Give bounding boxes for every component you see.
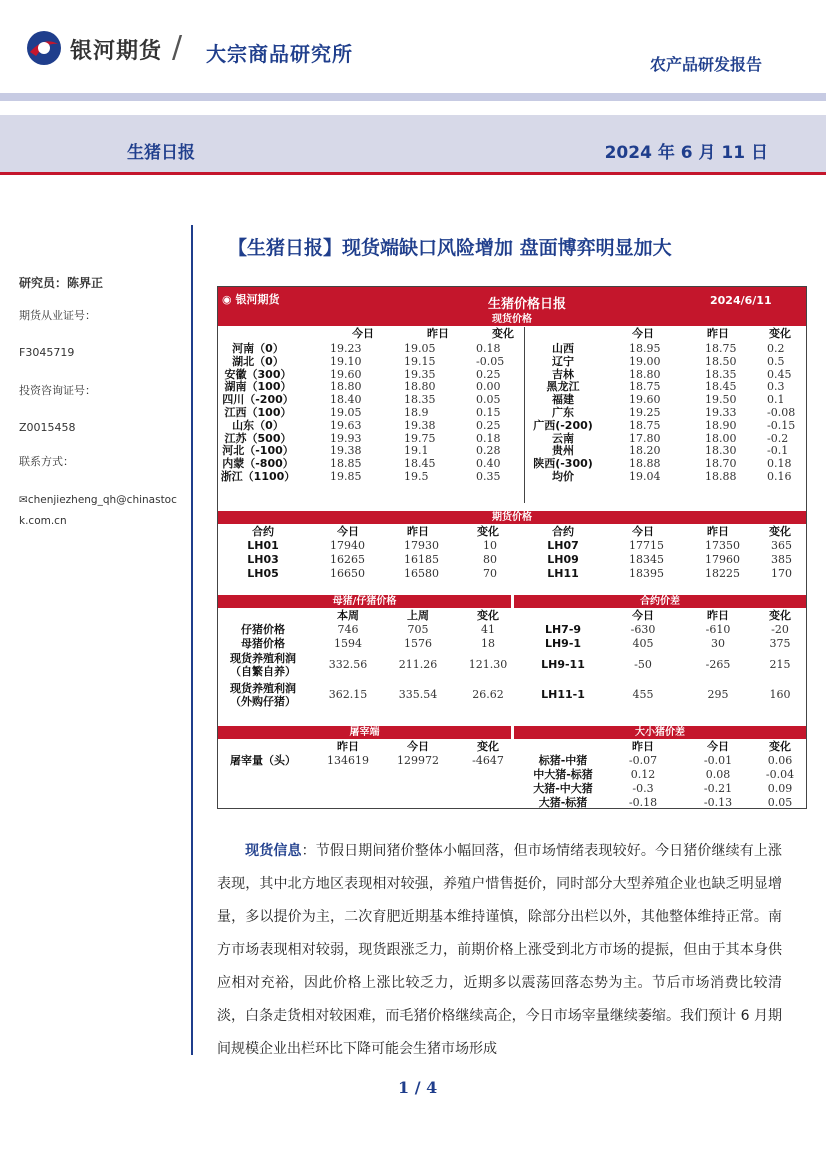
spot-change: -0.2	[767, 431, 789, 445]
sow-item: 现货养殖利润	[230, 682, 296, 695]
spot-region: 山东（0）	[232, 418, 284, 432]
sow-last-week: 335.54	[398, 688, 438, 701]
spot-yesterday: 18.90	[705, 418, 737, 432]
futures-change: 80	[483, 553, 497, 566]
section-title: 生猪日报	[127, 143, 195, 163]
spread-change: 375	[769, 637, 791, 650]
size-change: 0.06	[767, 754, 793, 767]
spot-region: 广东	[552, 406, 574, 419]
slaughter-item: 屠宰量（头）	[230, 754, 296, 767]
spot-yesterday: 19.15	[404, 354, 436, 368]
spot-yesterday: 18.50	[705, 354, 737, 368]
sow-item: 仔猪价格	[241, 623, 285, 636]
spot-region: 贵州	[552, 444, 574, 458]
spread-header: 变化	[769, 609, 791, 622]
spot-header: 昨日	[707, 327, 729, 340]
spot-region: 河南（0）	[232, 342, 284, 355]
spot-today: 19.25	[629, 406, 661, 419]
spot-header: 今日	[632, 327, 654, 340]
spot-change: 0.15	[476, 406, 501, 419]
spread-today: 405	[632, 637, 654, 650]
sow-header: 上周	[407, 609, 429, 622]
spot-today: 19.00	[629, 354, 661, 368]
spot-yesterday: 19.1	[404, 444, 429, 458]
spot-change: 0.00	[476, 380, 501, 394]
sow-this-week: 1594	[334, 637, 362, 650]
spread-contract: LH9-11	[541, 658, 585, 671]
futures-change: 70	[483, 567, 497, 580]
institute-name: 大宗商品研究所	[206, 42, 353, 66]
spread-header: 今日	[632, 609, 654, 622]
spot-region: 湖北（0）	[232, 354, 284, 368]
spread-today: 455	[632, 688, 654, 701]
futures-header: 合约	[552, 525, 574, 538]
spot-change: 0.45	[767, 367, 792, 381]
spot-change: 0.1	[767, 393, 785, 407]
spot-today: 18.80	[330, 380, 362, 394]
futures-contract: LH03	[247, 553, 279, 566]
spot-change: 0.2	[767, 342, 785, 355]
size-spread-item: 标猪-中猪	[538, 754, 588, 767]
spot-today: 19.23	[330, 342, 362, 355]
spot-today: 19.38	[330, 444, 362, 458]
sow-last-week: 1576	[404, 637, 432, 650]
sow-section-header: 母猪/仔猪价格	[218, 595, 511, 608]
sow-change: 26.62	[472, 688, 504, 701]
futures-yesterday: 17350	[705, 539, 740, 552]
spot-header: 昨日	[427, 327, 449, 340]
futures-contract: LH01	[247, 539, 279, 552]
spot-region: 云南	[552, 431, 574, 445]
spot-today: 19.93	[330, 431, 362, 445]
spot-change: -0.15	[767, 418, 796, 432]
table-title: 生猪价格日报	[488, 297, 567, 312]
size-header: 今日	[707, 740, 729, 753]
size-spread-item: 大猪-中大猪	[533, 782, 593, 795]
spot-yesterday: 18.70	[705, 457, 737, 471]
sow-change: 121.30	[468, 658, 508, 671]
spot-today: 19.60	[629, 393, 661, 407]
spot-today: 19.05	[330, 406, 362, 419]
size-today: -0.13	[703, 796, 733, 809]
size-header: 变化	[769, 740, 791, 753]
sow-item: 现货养殖利润	[230, 652, 296, 665]
price-table	[217, 286, 807, 809]
spot-change: 0.16	[767, 470, 792, 483]
spot-region: 湖南（100）	[224, 380, 292, 394]
spot-today: 19.10	[330, 354, 362, 368]
spot-region: 河北（-100）	[222, 444, 294, 458]
futures-change: 170	[771, 567, 792, 580]
spot-header: 今日	[352, 327, 374, 340]
spot-region: 浙江（1100）	[220, 470, 296, 483]
spot-yesterday: 18.45	[404, 457, 436, 471]
size-yesterday: 0.12	[630, 768, 656, 781]
spot-yesterday: 18.88	[705, 470, 737, 483]
sow-this-week: 362.15	[328, 688, 368, 701]
spot-change: 0.25	[476, 418, 501, 432]
spot-yesterday: 18.80	[404, 380, 436, 394]
futures-yesterday: 16580	[404, 567, 439, 580]
email-text: chenjiezheng_qh@chinastock.com.cn	[19, 494, 177, 527]
futures-change: 385	[771, 553, 792, 566]
futures-contract: LH05	[247, 567, 279, 580]
analyst-name: 研究员：陈界正	[19, 276, 104, 290]
spot-region: 均价	[552, 470, 574, 483]
spot-region: 江苏（500）	[224, 431, 292, 445]
brand-divider: /	[172, 30, 183, 65]
table-logo-text: 银河期货	[235, 293, 280, 306]
spot-header: 变化	[769, 327, 791, 340]
spread-change: 215	[769, 658, 791, 671]
spread-yesterday: -265	[705, 658, 731, 671]
spot-yesterday: 18.75	[705, 342, 737, 355]
futures-yesterday: 17930	[404, 539, 439, 552]
spot-region: 广西(-200)	[533, 418, 593, 432]
spot-change: 0.28	[476, 444, 501, 458]
spot-change: -0.1	[767, 444, 789, 458]
spot-region: 山西	[552, 342, 574, 355]
spot-commentary	[217, 835, 782, 1066]
spot-yesterday: 19.50	[705, 393, 737, 407]
spread-contract: LH7-9	[544, 623, 582, 636]
slaughter-section-header: 屠宰端	[218, 726, 511, 739]
page-number: 1 / 4	[398, 1078, 438, 1097]
spot-region: 辽宁	[552, 354, 574, 368]
size-today: 0.08	[705, 768, 731, 781]
spot-today: 19.60	[330, 367, 362, 381]
license-number: F3045719	[19, 346, 75, 359]
spot-today: 18.85	[330, 457, 362, 471]
header-stripe	[0, 93, 826, 101]
spot-change: 0.18	[767, 457, 792, 471]
spot-today: 18.80	[629, 367, 661, 381]
futures-today: 16650	[330, 567, 365, 580]
spot-yesterday: 19.05	[404, 342, 436, 355]
spot-region: 黑龙江	[546, 380, 580, 394]
sow-last-week: 211.26	[398, 658, 438, 671]
futures-header: 昨日	[707, 525, 729, 538]
spot-region: 四川（-200）	[222, 393, 294, 407]
sow-header: 变化	[477, 609, 499, 622]
spot-change: 0.25	[476, 367, 501, 381]
report-type: 农产品研发报告	[649, 55, 762, 74]
sow-header: 本周	[337, 609, 359, 622]
sow-change: 41	[481, 623, 495, 636]
spread-change: 160	[769, 688, 791, 701]
spot-yesterday: 18.9	[404, 406, 429, 419]
spot-yesterday: 18.30	[705, 444, 737, 458]
spot-today: 18.75	[629, 418, 661, 432]
mail-icon: ✉	[19, 494, 28, 506]
spot-yesterday: 19.33	[705, 406, 737, 419]
futures-header: 今日	[632, 525, 654, 538]
spot-yesterday: 19.5	[404, 470, 429, 483]
sow-item: 母猪价格	[241, 637, 285, 650]
futures-today: 17940	[330, 539, 365, 552]
sow-this-week: 332.56	[328, 658, 368, 671]
spot-yesterday: 18.35	[705, 367, 737, 381]
spot-change: 0.40	[476, 457, 501, 471]
futures-contract: LH07	[547, 539, 579, 552]
spread-change: -20	[771, 623, 789, 636]
spot-change: -0.05	[476, 354, 505, 368]
spot-today: 18.95	[629, 342, 661, 355]
spot-yesterday: 19.35	[404, 367, 436, 381]
spot-change: 0.05	[476, 393, 501, 407]
slaughter-header: 昨日	[337, 740, 359, 753]
futures-contract: LH09	[547, 553, 579, 566]
spot-yesterday: 18.35	[404, 393, 436, 407]
spot-change: 0.18	[476, 431, 501, 445]
commentary-lead: 现货信息	[245, 843, 302, 859]
spot-yesterday: 19.38	[404, 418, 436, 432]
spread-today: -630	[630, 623, 656, 636]
spread-contract: LH9-1	[544, 637, 582, 650]
spread-yesterday: 30	[711, 637, 725, 650]
size-today: -0.21	[703, 782, 733, 795]
report-date: 2024 年 6 月 11 日	[604, 143, 768, 163]
futures-today: 17715	[629, 539, 664, 552]
table-date: 2024/6/11	[710, 294, 772, 307]
futures-yesterday: 16185	[404, 553, 439, 566]
spot-change: 0.3	[767, 380, 785, 394]
contact-label: 联系方式：	[19, 455, 74, 468]
spot-yesterday: 18.45	[705, 380, 737, 394]
spot-region: 内蒙（-800）	[222, 457, 294, 471]
spot-today: 18.20	[629, 444, 661, 458]
spot-today: 18.88	[629, 457, 661, 471]
futures-change: 10	[483, 539, 497, 552]
spot-region: 江西（100）	[224, 406, 292, 419]
futures-change: 365	[771, 539, 792, 552]
size-header: 昨日	[632, 740, 654, 753]
size-yesterday: -0.3	[632, 782, 654, 795]
spot-today: 19.63	[330, 418, 362, 432]
sow-this-week: 746	[337, 623, 359, 636]
spot-today: 18.75	[629, 380, 661, 394]
advisor-label: 投资咨询证号：	[19, 384, 96, 397]
band-underline	[0, 172, 826, 175]
brand-name: 银河期货	[70, 39, 163, 64]
contact-email[interactable]	[19, 490, 184, 532]
size-spread-item: 大猪-标猪	[538, 796, 588, 809]
slaughter-yesterday: 134619	[327, 754, 369, 767]
sow-item-note: （外购仔猪）	[230, 695, 296, 708]
size-change: 0.05	[767, 796, 793, 809]
futures-contract: LH11	[547, 567, 579, 580]
spot-yesterday: 19.75	[404, 431, 436, 445]
advisor-number: Z0015458	[19, 421, 76, 434]
side-divider	[191, 225, 193, 1055]
size-section-header: 大小猪价差	[514, 726, 806, 739]
sow-change: 18	[481, 637, 495, 650]
size-yesterday: -0.18	[628, 796, 658, 809]
spread-yesterday: -610	[705, 623, 731, 636]
spot-change: 0.18	[476, 342, 501, 355]
spot-today: 19.04	[629, 470, 661, 483]
futures-today: 16265	[330, 553, 365, 566]
futures-today: 18395	[629, 567, 664, 580]
spread-header: 昨日	[707, 609, 729, 622]
galaxy-logo-icon	[26, 30, 62, 66]
report-title: 【生猪日报】现货端缺口风险增加 盘面博弈明显加大	[228, 237, 672, 259]
commentary-text: ：节假日期间猪价整体小幅回落，但市场情绪表现较好。今日猪价继续有上涨表现，其中北方地区表现相对较强，养殖户惜售挺价，同时部分大型养殖企业也缺乏明显增量，多以提价为主，二次育肥近期基本维持谨慎，除部分出栏以外，其他整体维持正常。南方市场表现相对较弱，现货跟涨乏力，前期价格上涨受到北方市场的提振，但由于其本身供应相对充裕，因此价格上涨比较乏力，近期多以震荡回落态势为主。节后市场消费比较清淡，白条走货相对较困难，而毛猪价格继续高企，今日市场宰量继续萎缩。我们预计 6 月期间规模企业出栏环比下降可能会生猪市场形成	[217, 843, 783, 1057]
spread-section-header: 合约价差	[514, 595, 806, 608]
futures-header: 变化	[769, 525, 791, 538]
table-logo	[222, 291, 279, 307]
spread-today: -50	[634, 658, 652, 671]
size-yesterday: -0.07	[628, 754, 658, 767]
spot-change: -0.08	[767, 406, 796, 419]
slaughter-today: 129972	[397, 754, 439, 767]
spot-region: 安徽（300）	[224, 367, 292, 381]
spread-yesterday: 295	[707, 688, 729, 701]
futures-header: 合约	[252, 525, 274, 538]
spot-header: 变化	[492, 327, 514, 340]
size-change: 0.09	[767, 782, 793, 795]
futures-section-header: 期货价格	[218, 511, 806, 524]
spot-column-divider	[524, 327, 525, 503]
size-spread-item: 中大猪-标猪	[533, 768, 593, 781]
spot-today: 18.40	[330, 393, 362, 407]
futures-yesterday: 17960	[705, 553, 740, 566]
spot-region: 福建	[552, 393, 574, 407]
futures-today: 18345	[629, 553, 664, 566]
spot-today: 17.80	[629, 431, 661, 445]
spot-change: 0.5	[767, 354, 785, 368]
size-change: -0.04	[765, 768, 795, 781]
spot-change: 0.35	[476, 470, 501, 483]
futures-yesterday: 18225	[705, 567, 740, 580]
futures-header: 今日	[337, 525, 359, 538]
spot-region: 陕西(-300)	[533, 457, 593, 471]
slaughter-change: -4647	[472, 754, 504, 767]
report-header	[0, 0, 826, 95]
spot-yesterday: 18.00	[705, 431, 737, 445]
spot-today: 19.85	[330, 470, 362, 483]
spread-contract: LH11-1	[541, 688, 585, 701]
table-logo-icon: ◉	[222, 293, 232, 306]
spot-region: 吉林	[552, 367, 574, 381]
sow-item-note: （自繁自养）	[230, 665, 296, 678]
futures-header: 昨日	[407, 525, 429, 538]
slaughter-header: 变化	[477, 740, 499, 753]
futures-header: 变化	[477, 525, 499, 538]
license-label: 期货从业证号：	[19, 309, 96, 322]
spot-section-header: 现货价格	[218, 313, 806, 326]
sow-last-week: 705	[407, 623, 429, 636]
size-today: -0.01	[703, 754, 733, 767]
slaughter-header: 今日	[407, 740, 429, 753]
